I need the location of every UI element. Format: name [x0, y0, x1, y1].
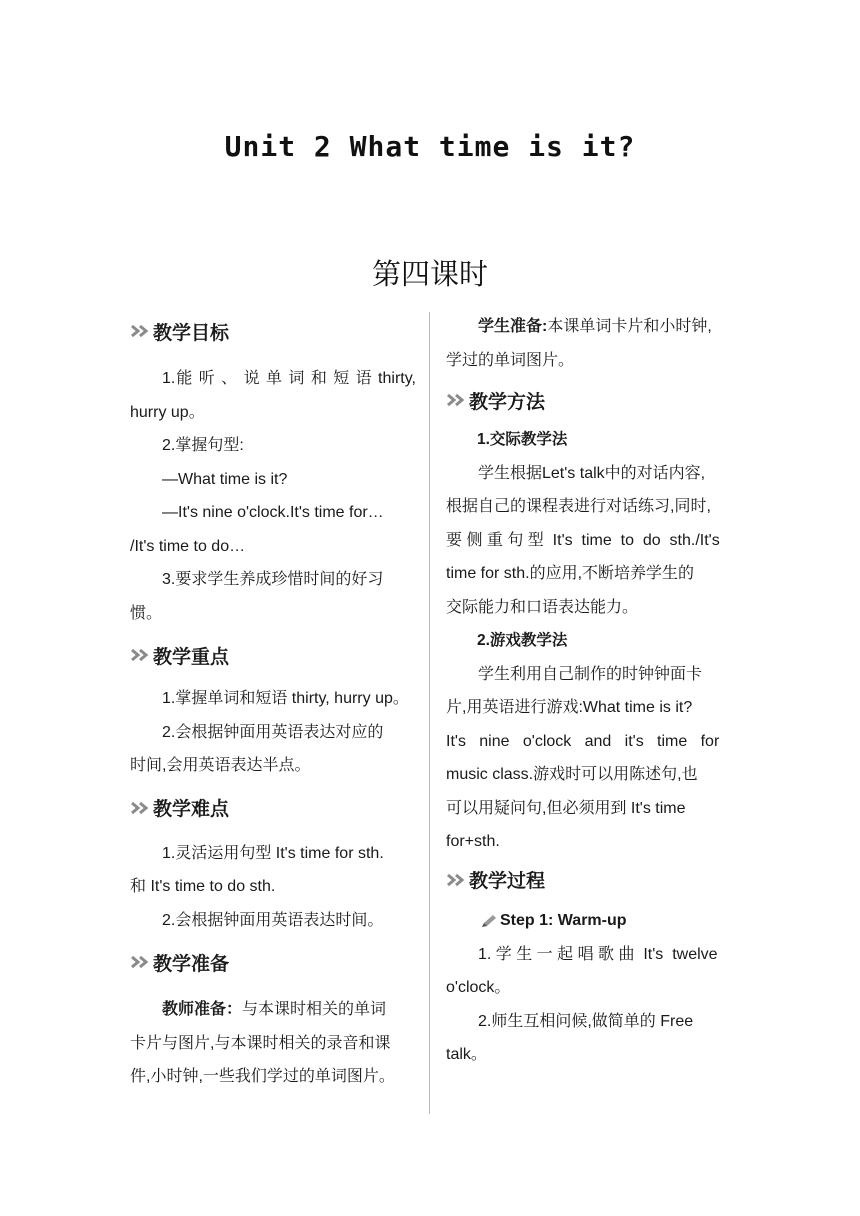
section-heading-label: 教学难点 — [153, 799, 230, 820]
page-title: Unit 2 What time is it? — [224, 130, 636, 163]
double-chevron-icon — [130, 647, 152, 663]
section-heading-key-points — [130, 638, 416, 672]
step-1-item-1-cont: o'clock。 — [446, 979, 511, 996]
pen-icon — [480, 913, 498, 929]
teacher-prep-cont-2: 件,小时钟,一些我们学过的单词图片。 — [130, 1068, 395, 1085]
teacher-prep-label: 教师准备： — [162, 1001, 243, 1018]
step-1-heading — [446, 905, 731, 938]
method-1-line-2: 根据自己的课程表进行对话练习,同时, — [446, 498, 711, 515]
section-heading-label: 教学重点 — [153, 646, 230, 668]
method-1-line-3: 要 侧 重 句 型 It's time to do sth./It's — [446, 531, 720, 549]
section-heading-difficulties — [130, 791, 416, 825]
goal-question: —What time is it? — [162, 470, 288, 488]
double-chevron-icon — [446, 392, 468, 408]
double-chevron-icon — [130, 954, 152, 970]
double-chevron-icon — [130, 323, 152, 339]
method-2-line-5: 可以用疑问句,但必须用到 It's time — [446, 799, 686, 817]
section-heading-methods — [446, 383, 731, 417]
difficult-item-2: 2.会根据钟面用英语表达时间。 — [162, 911, 384, 929]
goal-item-1-cont: hurry up。 — [130, 403, 205, 421]
goal-answer: —It's nine o'clock.It's time for… — [162, 504, 384, 521]
section-heading-preparation — [130, 945, 416, 979]
page-subtitle: 第四课时 — [371, 257, 488, 291]
key-item-2-cont: 时间,会用英语表达半点。 — [130, 757, 311, 774]
step-1-item-2-cont: talk。 — [446, 1046, 487, 1063]
section-heading-label: 教学目标 — [153, 322, 230, 344]
section-heading-label: 教学方法 — [469, 391, 546, 413]
method-1-line-4: time for sth.的应用,不断培养学生的 — [446, 565, 695, 582]
goal-item-2: 2.掌握句型: — [162, 437, 244, 454]
step-1-item-2: 2.师生互相问候,做简单的 Free — [478, 1012, 694, 1030]
goal-item-1: 1.能 听 、 说 单 词 和 短 语 thirty, — [162, 370, 416, 387]
method-1-line-5: 交际能力和口语表达能力。 — [446, 598, 639, 616]
section-heading-label: 教学过程 — [469, 871, 546, 892]
key-item-2: 2.会根据钟面用英语表达对应的 — [162, 723, 384, 741]
section-heading-goals — [130, 314, 416, 348]
double-chevron-icon — [446, 872, 468, 888]
double-chevron-icon — [130, 800, 152, 816]
difficult-item-1: 1.灵活运用句型 It's time for sth. — [162, 844, 384, 862]
section-heading-process — [446, 863, 731, 897]
method-2-title: 2.游戏教学法 — [477, 632, 568, 649]
goal-item-3: 3.要求学生养成珍惜时间的好习 — [162, 571, 384, 588]
right-column — [446, 310, 731, 1072]
goal-item-3-cont: 惯。 — [130, 604, 163, 622]
method-2-line-4: music class.游戏时可以用陈述句,也 — [446, 766, 698, 783]
student-prep-cont: 学过的单词图片。 — [446, 351, 575, 369]
teacher-prep-text: 与本课时相关的单词 — [242, 1001, 387, 1018]
left-column — [130, 314, 416, 1094]
goal-answer-cont: /It's time to do… — [130, 537, 246, 555]
method-1-title: 1.交际教学法 — [477, 431, 568, 448]
key-item-1: 1.掌握单词和短语 thirty, hurry up。 — [162, 690, 409, 707]
method-2-line-1: 学生利用自己制作的时钟钟面卡 — [478, 665, 703, 683]
student-prep — [446, 310, 731, 344]
step-1-label: Step 1: Warm-up — [500, 912, 627, 929]
teacher-prep-cont-1: 卡片与图片,与本课时相关的录音和课 — [130, 1034, 391, 1052]
student-prep-label: 学生准备: — [478, 318, 548, 335]
student-prep-text: 本课单词卡片和小时钟, — [547, 318, 712, 335]
difficult-item-1-cont: 和 It's time to do sth. — [130, 878, 276, 895]
method-1-line-1: 学生根据Let's talk中的对话内容, — [478, 464, 706, 482]
column-divider — [429, 312, 430, 1114]
method-2-line-6: for+sth. — [446, 833, 500, 850]
section-heading-label: 教学准备 — [153, 953, 230, 975]
method-2-line-2: 片,用英语进行游戏:What time is it? — [446, 699, 693, 716]
method-2-line-3: It's nine o'clock and it's time for — [446, 732, 720, 750]
step-1-item-1: 1. 学 生 一 起 唱 歌 曲 It's twelve — [478, 945, 718, 963]
teacher-prep — [130, 993, 416, 1027]
